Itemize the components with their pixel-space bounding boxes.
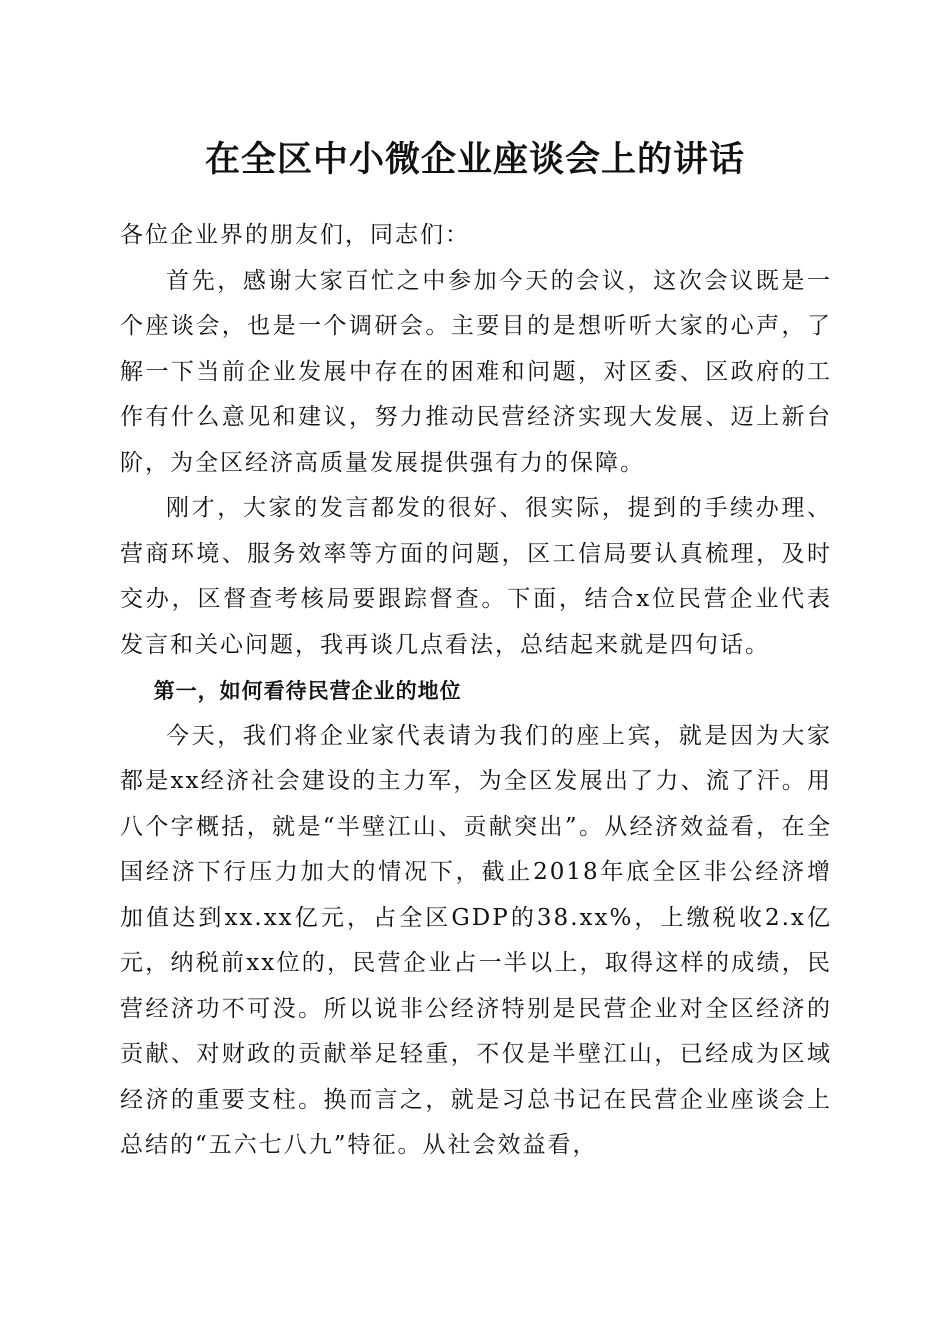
section-heading: 第一，如何看待民营企业的地位 — [153, 678, 462, 703]
salutation: 各位企业界的朋友们，同志们： — [120, 222, 470, 248]
paragraph-feedback: 刚才，大家的发言都发的很好、很实际，提到的手续办理、营商环境、服务效率等方面的问题，区工信局要认真梳理，及时交办，区督查考核局要跟踪督查。下面，结合x位民营企业代表发言和关心问题，我再谈几点看法，总结起来就是四句话。 — [120, 495, 832, 658]
paragraph-opening: 首先，感谢大家百忙之中参加今天的会议，这次会议既是一个座谈会，也是一个调研会。主要目的是想听听大家的心声，了解一下当前企业发展中存在的困难和问题，对区委、区政府的工作有什么意见和建议，努力推动民营经济实现大发展、迈上新台阶，为全区经济高质量发展提供强有力的保障。 — [120, 267, 832, 476]
document-title: 在全区中小微企业座谈会上的讲话 — [204, 139, 745, 180]
document-body — [120, 213, 832, 1169]
paragraph-section-one: 今天，我们将企业家代表请为我们的座上宾，就是因为大家都是xx经济社会建设的主力军，为全区发展出了力、流了汗。用八个字概括，就是“半壁江山、贡献突出”。从经济效益看，在全国经济下行压力加大的情况下，截止2018年底全区非公经济增加值达到xx.xx亿元，占全区GDP的38.xx%，上缴税收2.x亿元，纳税前xx位的，民营企业占一半以上，取得这样的成绩，民营经济功不可没。所以说非公经济特别是民营企业对全区经济的贡献、对财政的贡献举足轻重，不仅是半壁江山，已经成为区域经济的重要支柱。换而言之，就是习总书记在民营企业座谈会上总结的“五六七八九”特征。从社会效益看， — [120, 722, 832, 1158]
